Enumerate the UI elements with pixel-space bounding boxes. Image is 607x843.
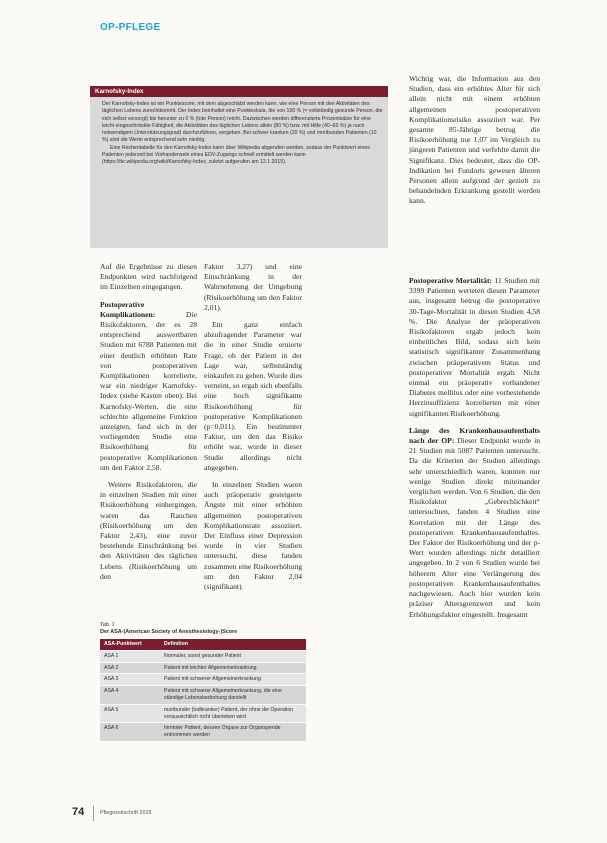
info-box-paragraph: Der Karnofsky-Index ist ein Punktescore, mit dem abgeschätzt werden kann, wie eine Person mit den Aktivitäten des täglichen Lebens zurechtkommt. Der Index beinhaltet eine Punkteskala, die von 100 % (= vollständig gesunde Person, die sich selbst versorgt) bis herunter zu 0 % (tote Person) reicht. Dazwischen werden differenzierte Prozentsätze für eine leicht eingeschränkte Fähigkeit, die Aktivitäten des täglichen Lebens allein (80 %) bzw. mit Hilfe (40–60 %) je nach notwendigem Unterstützungsgrad) durchzuführen, vergeben. Bei schwer kranken (20 %) und moribunden Patienten (10 %) sind die Werte entsprechend sehr niedrig. bbox=[102, 101, 383, 144]
paragraph-text: Auf die Ergebnisse zu diesen Endpunkten wird nachfolgend im Einzelnen eingegangen. bbox=[100, 262, 197, 292]
column-1 bbox=[100, 262, 197, 589]
table-cell: ASA 3 bbox=[100, 674, 160, 686]
paragraph-text: 11 Studien mit 3399 Patienten werteten diesen Parameter aus, insgesamt betrug die postoperative 30-Tage-Mortalität in diesen Studien 4,58 %. Die Analyse der präoperativen Risikofaktoren ergab jedoch kein einheitliches Bild, sodass sich kein statistisch signifikanter Zusammenhang zwischen präoperativem Status und postoperativer Mortalität ergab. Nicht einmal ein präoperativ vorhandener Diabetes mellitus oder eine vorbestehende Herzinsuffizienz korrelierten mit einer signifikanten Risikoerhöhung. bbox=[409, 276, 540, 418]
paragraph bbox=[100, 300, 197, 473]
table-row bbox=[100, 662, 306, 674]
paragraph bbox=[204, 262, 302, 313]
paragraph: Wichtig war, die Information aus den Studien, dass ein erhöhtes Alter für sich allein nicht mit einem erhöhten allgemeinen postoperativen Komplikationsrisiko assoziiert war. Per gesamte 85-Jährige betrug die Risikoerhöhung nur 1,07 im Vergleich zu jüngeren Patienten und verfehlte damit die Signifikanz. Dies bedeutet, dass die OP-Indikation bei Fundorts gewesen älteren Personen allein aufgrund der gezielt zu behandelnden Erkrankung gestellt werden kann. bbox=[409, 74, 540, 206]
table-header-cell: ASA-Punktwert bbox=[100, 639, 160, 650]
right-column-main bbox=[409, 276, 540, 627]
table-cell: hirntoter Patient, dessen Organe zur Organspende entnommen werden bbox=[160, 723, 306, 741]
table-cell: ASA 6 bbox=[100, 723, 160, 741]
paragraph-text: Ein ganz einfach abzufragender Parameter war die in einer Studie eruierte Frage, ob der Patient in der Lage war, selbstständig einkaufen zu gehen. Wurde dies verneint, so ergab sich ebenfalls eine hoch signifikante Risikoerhöhung für postoperative Komplikationen (p=0,011). Ein bestimmter Faktor, um den das Risiko erhöht war, wurde in dieser Studie allerdings nicht angegeben. bbox=[204, 320, 302, 472]
paragraph-text: Dieser Endpunkt wurde in 21 Studien mit 5087 Patienten untersucht. Da die Kriterien der Studien allerdings sehr unterschiedlich waren, konnten nur wenige Studien direkt miteinander verglichen werden. Von 6 Studien, die den Risikofaktor „Gebrechlichkeit“ untersuchten, fanden 4 Studien eine Korrelation mit der Länge des postoperativen Krankenhausaufenthaltes. Der Faktor der Risikoerhöhung und der p-Wert wurden allerdings nicht detailliert angegeben. In 2 von 6 Studien wurde bei höherem Alter eine Verlängerung des postoperativen Krankenhausaufenthaltes nachgewiesen. Auch hier wurden kein präziser Altersgrenzwert und kein Erhöhungsfaktor eingestellt. Insgesamt bbox=[409, 436, 540, 619]
table-caption: Tab. 1 bbox=[100, 622, 115, 628]
info-box-karnofsky bbox=[90, 86, 388, 248]
paragraph bbox=[100, 480, 197, 582]
paragraph bbox=[204, 480, 302, 592]
table-cell: ASA 4 bbox=[100, 686, 160, 705]
table-cell: Patient mit schwerer Allgemeinerkrankung, die eine ständige Lebensbedrohung darstellt bbox=[160, 686, 306, 705]
paragraph bbox=[100, 262, 197, 293]
table-cell: Normaler, sonst gesunder Patient bbox=[160, 650, 306, 662]
paragraph-text: Die Risikofaktoren, der es 28 entsprechend auswertbaren Studien mit 6788 Patienten mit einer deutlich erhöhten Rate von postoperativen Komplikationen korrelierte, war ein niedriger Karnofsky-Index (siehe Kasten oben). Bei Karnofsky-Werten, die eine schlechte allgemeine Funktion anzeigten, fand sich in der vorliegenden Studie eine Risikoerhöhung für postoperative Komplikationen um den Faktor 2,58. bbox=[100, 309, 197, 472]
footer-divider bbox=[93, 806, 94, 821]
asa-table-block bbox=[100, 622, 308, 741]
paragraph-lead: Länge des Krankenhausaufenthalts nach der OP: bbox=[409, 425, 540, 446]
page-number: 74 bbox=[72, 806, 85, 818]
table-cell: Patient mit schwerer Allgemeinerkrankung bbox=[160, 674, 306, 686]
info-box-paragraph: Eine Rechentabelle für den Karnofsky-Index kann über Wikipedia abgerufen werden, sodass der Punktwert eines Patienten jederzeit bei Vorhandensein eines EDV-Zugangs schnell ermittelt werden kann (https://de.wikipedia.org/wiki/Karnofsky-Index, zuletzt aufgerufen am 12.1.2015). bbox=[102, 144, 370, 166]
table-cell: ASA 2 bbox=[100, 662, 160, 674]
paragraph-text: Faktor 3,27) und eine Einschränkung in der Wahrnehmung der Umgebung (Risikoerhöhung um den Faktor 2,01). bbox=[204, 262, 302, 312]
column-2 bbox=[204, 262, 302, 599]
table-row bbox=[100, 723, 306, 741]
paragraph-lead: Postoperative Mortalität: bbox=[409, 276, 492, 285]
table-row bbox=[100, 704, 306, 723]
paragraph bbox=[409, 426, 540, 620]
table-cell: ASA 5 bbox=[100, 704, 160, 723]
table-cell: moribunder (todkranker) Patient, der ohne die Operation voraussichtlich nicht überleben wird bbox=[160, 704, 306, 723]
asa-table bbox=[100, 639, 306, 741]
right-column-top-text bbox=[409, 74, 540, 214]
info-box-title: Karnofsky-Index bbox=[90, 86, 388, 97]
table-row bbox=[100, 674, 306, 686]
table-cell: Patient mit leichter Allgemeinerkrankung bbox=[160, 662, 306, 674]
paragraph-text: Weitere Risikofaktoren, die in einzelnen Studien mit einer Risikoerhöhung einhergingen, waren das Rauchen (Risikoerhöhung um den Faktor 2,43), eine zuvor bestehende Einschränkung bei den Aktivitäten des täglichen Lebens (Risikoerhöhung um den bbox=[100, 480, 197, 581]
table-row bbox=[100, 650, 306, 662]
paragraph bbox=[204, 320, 302, 473]
journal-name: Pflegezeitschrift 2015 bbox=[100, 810, 152, 816]
table-cell: ASA 1 bbox=[100, 650, 160, 662]
table-header-cell: Definition bbox=[160, 639, 306, 650]
table-row bbox=[100, 686, 306, 705]
table-title: Der ASA-(American Society of Anesthesiology-)Score bbox=[100, 629, 238, 635]
section-label: OP-PFLEGE bbox=[100, 22, 161, 33]
paragraph bbox=[409, 276, 540, 419]
paragraph-text: In einzelnen Studien waren auch präoperativ gesteigerte Ängste mit einer erhöhten allgemeinen postoperativen Komplikationsrate assoziiert. Der Einfluss einer Depression wurde in vier Studien untersucht, diese fanden zusammen eine Risikoerhöhung um den Faktor 2,04 (signifikant). bbox=[204, 480, 302, 592]
paragraph-lead: Postoperative Komplikationen: bbox=[100, 299, 156, 319]
table-header-row bbox=[100, 639, 306, 650]
